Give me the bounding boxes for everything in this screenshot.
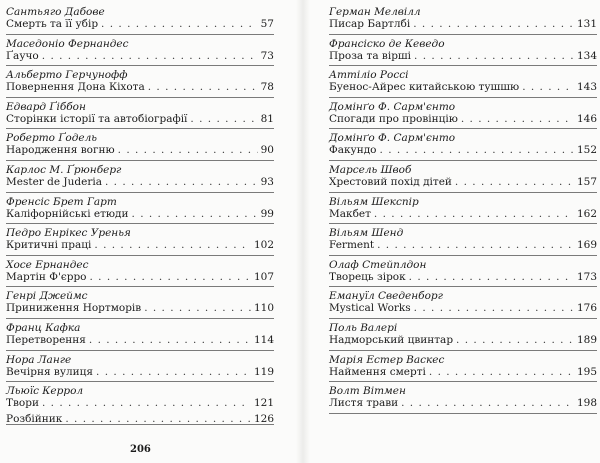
toc-page-number: 169 (576, 239, 597, 252)
toc-entry (6, 382, 274, 425)
toc-page-number: 99 (260, 207, 274, 220)
toc-author: Марія Естер Васкес (329, 353, 445, 366)
toc-author: Домінґо Ф. Сарм'єнто (329, 132, 456, 145)
toc-entry (6, 129, 274, 161)
toc-author: Поль Валері (329, 321, 398, 334)
toc-author: Вільям Шекспір (329, 195, 419, 208)
toc-work-title: Розбійник (6, 413, 63, 426)
toc-leader-dots (89, 334, 251, 347)
toc-work-line (329, 50, 597, 63)
toc-work-title: Спогади про провінцію (329, 112, 458, 125)
toc-work-title: Сторінки історії та автобіографії (6, 112, 188, 125)
toc-page-number: 114 (253, 333, 274, 346)
toc-author: Альберто Герчунофф (6, 69, 128, 82)
toc-author: Домінґо Ф. Сарм'єнто (329, 100, 456, 113)
toc-leader-dots (94, 239, 251, 252)
toc-entry (329, 35, 597, 67)
toc-page-number: 78 (260, 81, 274, 94)
toc-entry (6, 351, 274, 383)
toc-page-number: 73 (260, 49, 274, 62)
toc-page-number: 152 (576, 144, 597, 157)
toc-author: Сантьяго Дабове (6, 6, 105, 18)
toc-leader-dots (374, 208, 574, 221)
toc-leader-dots (96, 366, 251, 379)
toc-page-number: 81 (260, 112, 274, 125)
toc-page-number: 146 (576, 112, 597, 125)
toc-page-number: 198 (576, 397, 597, 410)
toc-leader-dots (118, 144, 258, 157)
toc-work-line (329, 176, 597, 189)
toc-author: Педро Енрікес Уренья (6, 227, 131, 240)
toc-leader-dots (144, 302, 251, 315)
toc-page-number: 143 (576, 81, 597, 94)
toc-work-title: Приниження Нортморів (6, 302, 142, 315)
page-number: 206 (130, 444, 151, 455)
toc-leader-dots (148, 81, 258, 94)
toc-work-title: Вечірня вулиця (6, 365, 94, 378)
toc-work-title: Творець зірок (329, 270, 406, 283)
toc-entry (329, 129, 597, 161)
toc-author: Емануїл Сведенборг (329, 290, 443, 303)
toc-leader-dots (377, 239, 574, 252)
toc-leader-dots (429, 366, 574, 379)
toc-work-line (6, 18, 274, 31)
toc-work-title: Наймення смерті (329, 365, 426, 378)
toc-page-number: 131 (576, 18, 597, 30)
toc-page-number: 93 (260, 175, 274, 188)
toc-author: Едвард Ґіббон (6, 100, 86, 113)
toc-entry (329, 3, 597, 35)
toc-work-title: Надморський цвинтар (329, 333, 454, 346)
toc-work-line (6, 50, 274, 63)
toc-leader-dots (65, 413, 251, 426)
toc-leader-dots (413, 18, 574, 31)
toc-author: Нора Ланге (6, 353, 72, 366)
toc-work-title: Хрестовий похід дітей (329, 175, 452, 188)
toc-work-title: Перетворення (6, 333, 86, 346)
toc-leader-dots (414, 302, 574, 315)
toc-right-column (329, 3, 597, 414)
toc-author: Френсіс Брет Гарт (6, 195, 117, 208)
toc-work-title: Факундо (329, 144, 377, 157)
toc-page-number: 162 (576, 207, 597, 220)
toc-page-number: 110 (253, 302, 274, 315)
toc-author: Карлос М. Ґрюнберг (6, 163, 122, 176)
toc-work-line (6, 239, 274, 252)
toc-author: Герман Мелвілл (329, 6, 421, 18)
toc-work-line (329, 18, 597, 31)
toc-work-line (6, 81, 274, 94)
toc-page-number: 195 (576, 365, 597, 378)
toc-work-title: Повернення Дона Кіхота (6, 81, 145, 94)
toc-work-title: Буенос-Айрес китайською тушшю (329, 81, 520, 94)
toc-entry (6, 66, 274, 98)
toc-entry (329, 193, 597, 225)
toc-page-number: 176 (576, 302, 597, 315)
toc-page-number: 126 (253, 413, 274, 426)
toc-leader-dots (401, 397, 574, 410)
toc-work-title: Народження вогню (6, 144, 115, 157)
toc-work-title: Писар Бартлбі (329, 18, 411, 30)
toc-work-line (6, 208, 274, 221)
toc-entry (329, 161, 597, 193)
toc-entry (329, 256, 597, 288)
toc-author: Генрі Джеймс (6, 290, 88, 303)
toc-leader-dots (190, 113, 257, 126)
toc-entry (329, 382, 597, 414)
toc-leader-dots (380, 144, 574, 157)
toc-leader-dots (42, 397, 251, 410)
toc-leader-dots (409, 271, 574, 284)
toc-leader-dots (89, 271, 250, 284)
toc-entry (329, 224, 597, 256)
toc-work-line (329, 208, 597, 221)
toc-work-line (6, 113, 274, 126)
toc-author: Олаф Стейплдон (329, 258, 427, 271)
toc-leader-dots (132, 208, 258, 221)
toc-page-number: 102 (253, 239, 274, 252)
toc-page-number: 157 (576, 175, 597, 188)
toc-page-number: 121 (253, 397, 274, 410)
toc-page-number: 173 (576, 270, 597, 283)
toc-entry (6, 98, 274, 130)
toc-work-line (6, 366, 274, 379)
toc-work-line (329, 334, 597, 347)
toc-work-line (329, 397, 597, 410)
toc-work-title: Mystical Works (329, 302, 411, 315)
toc-entry (6, 287, 274, 319)
toc-leader-dots (414, 50, 574, 63)
toc-page-number: 189 (576, 333, 597, 346)
toc-work-title: Ferment (329, 239, 375, 252)
toc-work-line (6, 302, 274, 315)
toc-entry (6, 3, 274, 35)
toc-author: Льюїс Керрол (6, 385, 84, 398)
toc-work-line (329, 144, 597, 157)
toc-page-number: 57 (260, 18, 274, 30)
toc-work-line (6, 271, 274, 284)
toc-entry (6, 35, 274, 67)
toc-work-line (329, 302, 597, 315)
toc-leader-dots (455, 176, 574, 189)
toc-leader-dots (461, 113, 574, 126)
toc-author: Франсіско де Кеведо (329, 37, 445, 50)
toc-leader-dots (101, 18, 258, 31)
toc-page-number: 90 (260, 144, 274, 157)
toc-entry (329, 351, 597, 383)
toc-author: Роберто Ґодель (6, 132, 97, 145)
toc-entry (6, 224, 274, 256)
toc-author: Франц Кафка (6, 321, 81, 334)
toc-work-title: Ґаучо (6, 49, 39, 62)
toc-author: Хосе Ернандес (6, 258, 89, 271)
book-gutter (296, 0, 310, 463)
toc-entry (329, 319, 597, 351)
toc-page-number: 119 (253, 365, 274, 378)
toc-entry (329, 66, 597, 98)
toc-author: Аттіліо Россі (329, 69, 409, 82)
toc-work-title: Мартін Ф'єрро (6, 270, 87, 283)
toc-entry (6, 161, 274, 193)
toc-work-line (329, 239, 597, 252)
toc-author: Волт Вітмен (329, 385, 406, 398)
toc-entry (6, 319, 274, 351)
toc-work-line (329, 81, 597, 94)
toc-leader-dots (522, 81, 574, 94)
toc-leader-dots (105, 176, 258, 189)
toc-author: Марсель Швоб (329, 163, 412, 176)
toc-work-line (6, 413, 274, 426)
toc-work-title: Критичні праці (6, 239, 92, 252)
toc-entry (329, 98, 597, 130)
toc-author: Маседоніо Фернандес (6, 37, 129, 50)
toc-author: Вільям Шенд (329, 227, 404, 240)
toc-work-title: Твори (6, 397, 39, 410)
toc-page-number: 107 (253, 270, 274, 283)
toc-leader-dots (456, 334, 574, 347)
toc-work-title: Mester de Juderia (6, 175, 102, 188)
toc-work-line (329, 366, 597, 379)
toc-work-line (6, 176, 274, 189)
toc-work-title: Смерть та її убір (6, 18, 99, 30)
toc-entry (329, 287, 597, 319)
toc-work-title: Каліфорнійські етюди (6, 207, 129, 220)
toc-entry (6, 256, 274, 288)
toc-work-line (6, 144, 274, 157)
toc-leader-dots (42, 50, 258, 63)
toc-entry (6, 193, 274, 225)
toc-work-line (329, 113, 597, 126)
toc-left-column (6, 3, 274, 425)
toc-work-title: Макбет (329, 207, 371, 220)
toc-work-line (329, 271, 597, 284)
toc-work-line (6, 334, 274, 347)
toc-work-title: Проза та вірші (329, 49, 412, 62)
toc-work-title: Листя трави (329, 397, 399, 410)
toc-page-number: 134 (576, 49, 597, 62)
toc-work-line (6, 397, 274, 410)
